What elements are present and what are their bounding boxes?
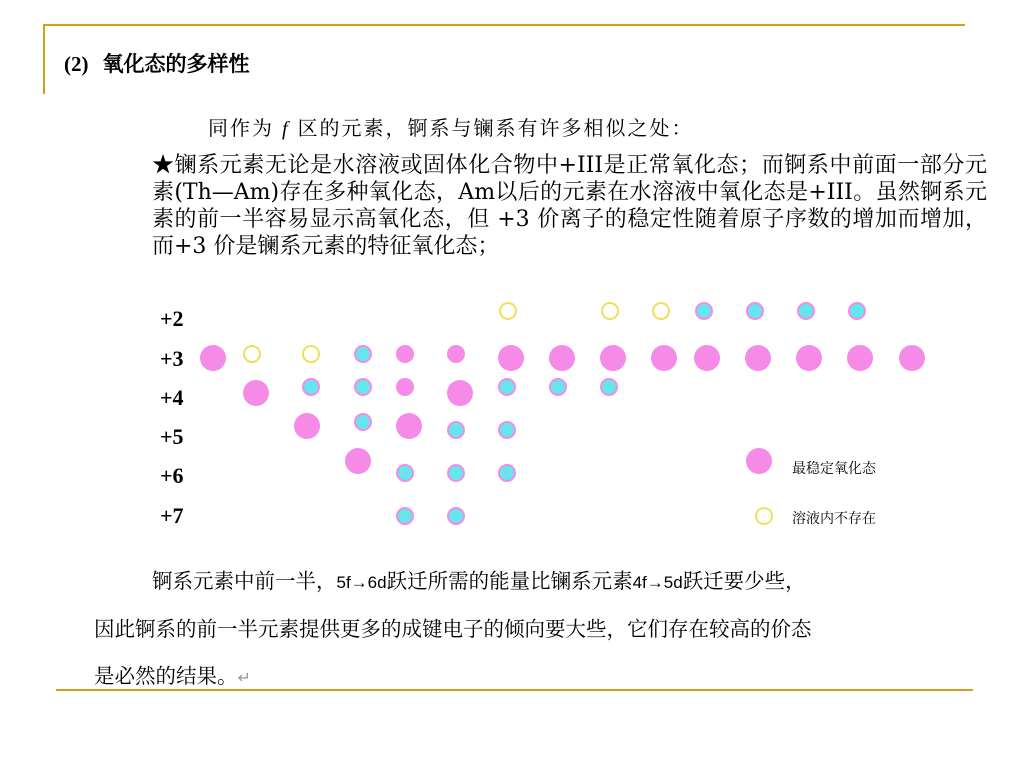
ox-label-6: +6 — [160, 463, 184, 488]
dot-ring — [243, 345, 261, 363]
dot-big-pink — [447, 380, 473, 406]
dot-cyan — [498, 464, 516, 482]
dot-cyan — [447, 421, 465, 439]
dot-big-pink — [899, 345, 925, 371]
dot-small-pink — [396, 378, 414, 396]
return-mark: ↵ — [237, 668, 251, 687]
dot-ring — [302, 345, 320, 363]
dot-cyan — [396, 507, 414, 525]
dot-cyan — [354, 378, 372, 396]
dot-cyan — [447, 507, 465, 525]
dot-cyan — [354, 345, 372, 363]
ox-label-5: +5 — [160, 424, 184, 449]
bottom-line1-a: 锕系元素中前一半， — [152, 569, 337, 593]
dot-cyan — [549, 378, 567, 396]
dot-big-pink — [200, 345, 226, 371]
dot-small-pink — [396, 345, 414, 363]
dot-ring — [652, 302, 670, 320]
intro-before: 同作为 — [208, 116, 274, 140]
dot-big-pink — [549, 345, 575, 371]
dot-big-pink — [847, 345, 873, 371]
legend-swatch-absent — [755, 507, 773, 525]
intro-line — [208, 112, 694, 141]
ox-label-7: +7 — [160, 503, 184, 528]
dot-big-pink — [694, 345, 720, 371]
ox-label-2: +2 — [160, 306, 184, 331]
bottom-line1-c: 跃迁要少些， — [682, 569, 806, 593]
dot-big-pink — [396, 413, 422, 439]
bottom-line3: 是必然的结果。 — [94, 664, 238, 688]
dot-cyan — [354, 413, 372, 431]
section-title: 氧化态的多样性 — [102, 51, 250, 76]
section-heading — [64, 48, 250, 78]
dot-cyan — [600, 378, 618, 396]
ox-label-4: +4 — [160, 385, 184, 410]
bottom-rule — [56, 689, 973, 691]
dot-big-pink — [600, 345, 626, 371]
dot-big-pink — [745, 345, 771, 371]
dot-cyan — [746, 302, 764, 320]
bottom-explanation — [94, 558, 984, 701]
dot-cyan — [396, 464, 414, 482]
legend-label-absent: 溶液内不存在 — [792, 511, 876, 527]
dot-big-pink — [294, 413, 320, 439]
dot-cyan — [848, 302, 866, 320]
intro-f: f — [282, 118, 290, 140]
ox-label-3: +3 — [160, 346, 184, 371]
transition-5f-6d: 5f→6d — [336, 573, 387, 592]
dot-ring — [601, 302, 619, 320]
dot-big-pink — [243, 380, 269, 406]
dot-big-pink — [796, 345, 822, 371]
dot-big-pink — [651, 345, 677, 371]
top-rule — [43, 24, 965, 26]
main-paragraph: ★镧系元素无论是水溶液或固体化合物中+III是正常氧化态；而锕系中前面一部分元素(Th—Am)存在多种氧化态，Am以后的元素在水溶液中氧化态是+III。虽然锕系元素的前一半容易显示高氧化态，但 +3 价离子的稳定性随着原子序数的增加而增加，而+3 价是镧系元素的特征氧化态； — [152, 153, 987, 259]
dot-cyan — [797, 302, 815, 320]
dot-small-pink — [447, 345, 465, 363]
intro-after: 区的元素，锕系与镧系有许多相似之处： — [297, 116, 694, 140]
dot-big-pink — [498, 345, 524, 371]
dot-cyan — [498, 421, 516, 439]
legend-swatch-stable — [746, 448, 772, 474]
dot-cyan — [302, 378, 320, 396]
dot-cyan — [695, 302, 713, 320]
left-rule — [43, 24, 45, 94]
legend-label-stable: 最稳定氧化态 — [792, 461, 876, 477]
bottom-line1-b: 跃迁所需的能量比镧系元素 — [386, 569, 633, 593]
bottom-line2: 因此锕系的前一半元素提供更多的成键电子的倾向要大些，它们存在较高的价态 — [94, 617, 812, 641]
section-number: (2) — [64, 52, 89, 76]
dot-ring — [499, 302, 517, 320]
dot-cyan — [447, 464, 465, 482]
dot-big-pink — [345, 448, 371, 474]
dot-cyan — [498, 378, 516, 396]
transition-4f-5d: 4f→5d — [632, 573, 683, 592]
